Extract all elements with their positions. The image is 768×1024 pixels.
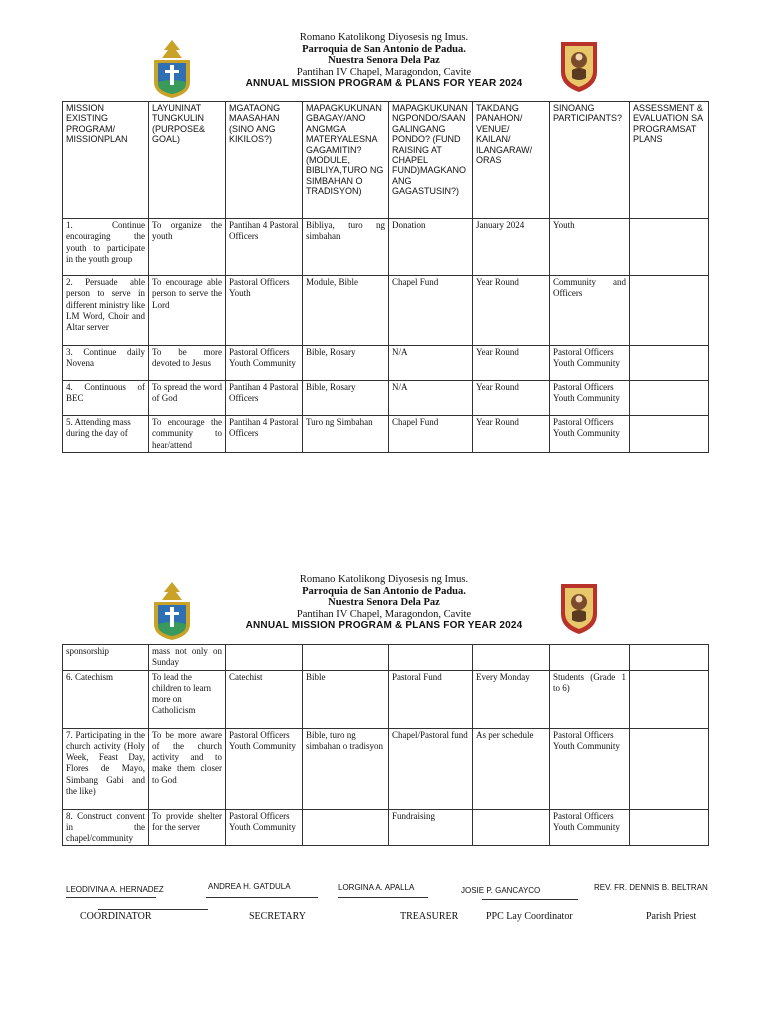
signatory-role: SECRETARY: [249, 911, 306, 922]
table-cell: [630, 346, 709, 381]
table-cell: Bible, Rosary: [303, 346, 389, 381]
diocese-name: Romano Katolikong Diyosesis ng Imus.: [299, 574, 469, 585]
table-cell: 4. Continuous of BEC: [63, 381, 149, 416]
signatory-name: LEODIVINA A. HERNADEZ: [66, 885, 164, 894]
table-cell: Chapel Fund: [389, 276, 473, 346]
table-cell: [389, 645, 473, 671]
table-cell: January 2024: [473, 219, 550, 276]
table-cell: To be more aware of the church activity and to make them closer to God: [149, 728, 226, 809]
page-1-header: [0, 32, 768, 90]
table-row: [63, 670, 709, 728]
table-cell: Students (Grade 1 to 6): [550, 670, 630, 728]
church-name: Nuestra Senora Dela Paz: [328, 597, 440, 608]
column-header: TAKDANG PANAHON/ VENUE/ KAILAN/ ILANGARAW/ ORAS: [473, 102, 550, 219]
table-cell: Chapel Fund: [389, 416, 473, 453]
table-cell: Turo ng Simbahan: [303, 416, 389, 453]
table-cell: [630, 416, 709, 453]
table-cell: Year Round: [473, 381, 550, 416]
table-cell: 3. Continue daily Novena: [63, 346, 149, 381]
church-name: Nuestra Senora Dela Paz: [328, 55, 440, 66]
signatory-role: TREASURER: [400, 911, 459, 922]
table-row: [63, 809, 709, 846]
signature-line: [98, 909, 208, 910]
signatory-role: Parish Priest: [646, 911, 697, 922]
signature-line: [66, 897, 156, 898]
table-cell: Donation: [389, 219, 473, 276]
table-cell: Pastoral Officers Youth Community: [550, 346, 630, 381]
parish-name: Parroquia de San Antonio de Padua.: [302, 585, 466, 597]
column-header: MGATAONG MAASAHAN (SINO ANG KIKILOS?): [226, 102, 303, 219]
table-cell: mass not only on Sunday: [149, 645, 226, 671]
table-cell: Catechist: [226, 670, 303, 728]
page-1: [0, 0, 768, 470]
table-cell: [303, 645, 389, 671]
table-cell: 5. Attending mass during the day of: [63, 416, 149, 453]
table-row: [63, 346, 709, 381]
signatory-name: JOSIE P. GANCAYCO: [461, 886, 541, 895]
table-cell: [550, 645, 630, 671]
table-row: [63, 381, 709, 416]
table-cell: [473, 645, 550, 671]
table-cell: N/A: [389, 346, 473, 381]
signature-line: [482, 899, 578, 900]
column-header: SINOANG PARTICIPANTS?: [550, 102, 630, 219]
signature-line: [206, 897, 318, 898]
signatory-name: ANDREA H. GATDULA: [208, 882, 291, 891]
table-row: [63, 276, 709, 346]
table-cell: Chapel/Pastoral fund: [389, 728, 473, 809]
table-cell: Year Round: [473, 416, 550, 453]
table-cell: Pastoral Fund: [389, 670, 473, 728]
table-cell: Pantihan 4 Pastoral Officers: [226, 416, 303, 453]
table-cell: To encourage the community to hear/attend: [149, 416, 226, 453]
mission-plan-table-page-1: [62, 101, 709, 453]
table-cell: [630, 219, 709, 276]
table-cell: 6. Catechism: [63, 670, 149, 728]
table-cell: Year Round: [473, 346, 550, 381]
table-cell: Bible, Rosary: [303, 381, 389, 416]
column-header: MAPAGKUKUNAN NGPONDO/SAAN GALINGANG PONDO? (FUND RAISING AT CHAPEL FUND)MAGKANO ANG GAGASTUSIN?): [389, 102, 473, 219]
table-header-row: [63, 102, 709, 219]
diocese-name: Romano Katolikong Diyosesis ng Imus.: [299, 32, 469, 43]
table-cell: 8. Construct convent in the chapel/community: [63, 809, 149, 846]
table-cell: 2. Persuade able person to serve in different ministry like LM Word, Choir and Altar server: [63, 276, 149, 346]
chapel-location: Pantihan IV Chapel, Maragondon, Cavite: [296, 66, 472, 78]
table-cell: Pastoral Officers Youth Community: [226, 809, 303, 846]
table-cell: Every Monday: [473, 670, 550, 728]
table-cell: Bibliya, turo ng simbahan: [303, 219, 389, 276]
table-cell: Year Round: [473, 276, 550, 346]
table-cell: To encourage able person to serve the Lord: [149, 276, 226, 346]
table-cell: Pastoral Officers Youth Community: [226, 728, 303, 809]
table-cell: [630, 728, 709, 809]
document-title: ANNUAL MISSION PROGRAM & PLANS FOR YEAR 2024: [245, 620, 523, 631]
table-cell: 7. Participating in the church activity (Holy Week, Feast Day, Flores de Mayo, Simbang Gabi and the like): [63, 728, 149, 809]
table-cell: [226, 645, 303, 671]
table-cell: Pastoral Officers Youth Community: [550, 728, 630, 809]
signatory-name: REV. FR. DENNIS B. BELTRAN: [594, 883, 708, 892]
table-cell: [630, 670, 709, 728]
table-cell: [303, 809, 389, 846]
table-cell: Bible: [303, 670, 389, 728]
table-cell: [473, 809, 550, 846]
page-2: [0, 570, 768, 970]
table-cell: [630, 645, 709, 671]
table-row: [63, 416, 709, 453]
table-cell: To lead the children to learn more on Catholicism: [149, 670, 226, 728]
table-cell: To be more devoted to Jesus: [149, 346, 226, 381]
document-title: ANNUAL MISSION PROGRAM & PLANS FOR YEAR 2024: [245, 78, 523, 89]
table-cell: To spread the word of God: [149, 381, 226, 416]
table-cell: 1. Continue encouraging the youth to participate in the youth group: [63, 219, 149, 276]
table-cell: To organize the youth: [149, 219, 226, 276]
page-2-header: [0, 574, 768, 632]
table-cell: As per schedule: [473, 728, 550, 809]
table-cell: To provide shelter for the server: [149, 809, 226, 846]
signatory-role: COORDINATOR: [80, 911, 152, 922]
chapel-location: Pantihan IV Chapel, Maragondon, Cavite: [296, 608, 472, 620]
table-cell: Pastoral Officers Youth: [226, 276, 303, 346]
table-cell: Community and Officers: [550, 276, 630, 346]
signature-line: [338, 897, 428, 898]
column-header: MAPAGKUKUNAN GBAGAY/ANO ANGMGA MATERYALESNA GAGAMITIN? (MODULE, BIBLIYA,TURO NG SIMBAHAN O TRADISYON): [303, 102, 389, 219]
table-cell: Pastoral Officers Youth Community: [550, 381, 630, 416]
table-cell: [630, 381, 709, 416]
table-cell: Pastoral Officers Youth Community: [550, 809, 630, 846]
table-cell: Pantihan 4 Pastoral Officers: [226, 219, 303, 276]
table-cell: Bible, turo ng simbahan o tradisyon: [303, 728, 389, 809]
table-cell: N/A: [389, 381, 473, 416]
table-cell: Pastoral Officers Youth Community: [550, 416, 630, 453]
table-cell: Pastoral Officers Youth Community: [226, 346, 303, 381]
parish-name: Parroquia de San Antonio de Padua.: [302, 43, 466, 55]
table-row: [63, 645, 709, 671]
column-header: LAYUNINAT TUNGKULIN (PURPOSE& GOAL): [149, 102, 226, 219]
mission-plan-table-page-2: [62, 644, 709, 846]
table-row: [63, 219, 709, 276]
table-cell: Module, Bible: [303, 276, 389, 346]
signatory-name: LORGINA A. APALLA: [338, 883, 415, 892]
table-cell: Pantihan 4 Pastoral Officers: [226, 381, 303, 416]
column-header: MISSION EXISTING PROGRAM/ MISSIONPLAN: [63, 102, 149, 219]
table-cell: [630, 809, 709, 846]
table-cell: sponsorship: [63, 645, 149, 671]
table-cell: Fundraising: [389, 809, 473, 846]
signatory-role: PPC Lay Coordinator: [486, 911, 573, 922]
column-header: ASSESSMENT & EVALUATION SA PROGRAMSAT PLANS: [630, 102, 709, 219]
table-row: [63, 728, 709, 809]
table-cell: Youth: [550, 219, 630, 276]
table-cell: [630, 276, 709, 346]
